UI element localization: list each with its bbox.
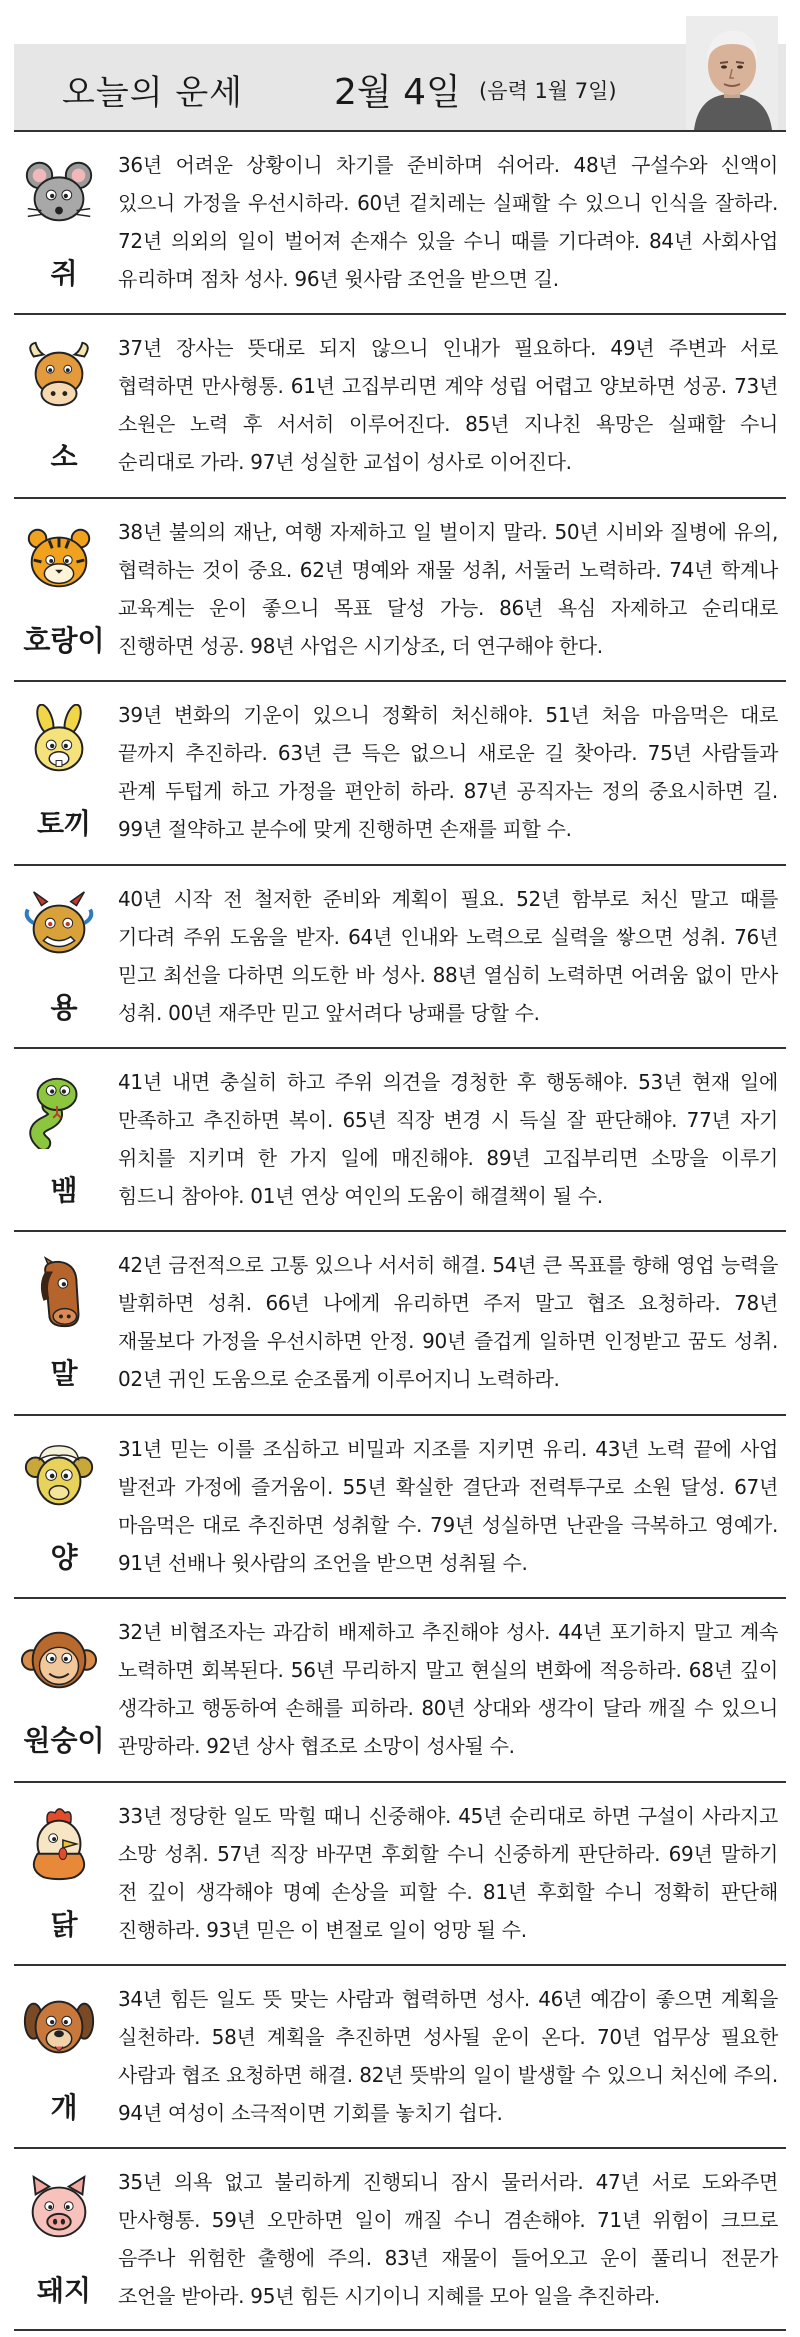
zodiac-animal xyxy=(14,132,106,313)
fortune-text: 38년 불의의 재난, 여행 자제하고 일 벌이지 말라. 50년 시비와 질병에 유의, 협력하는 것이 중요. 62년 명예와 재물 성취, 서둘러 노력하라. 74년 학계나 교육계는 운이 좋으니 목표 달성 가능. 86년 욕심 자제하고 순리대로 진행하면 성공. 98년 사업은 시기상조, 더 연구해야 한다. xyxy=(118,519,778,658)
zodiac-name: 돼지 xyxy=(36,2274,92,2308)
horse-icon xyxy=(20,1254,98,1332)
fortune-text: 41년 내면 충실히 하고 주위 의견을 경청한 후 행동해야. 53년 현재 일에 만족하고 추진하면 복이. 65년 직장 변경 시 득실 잘 판단해야. 77년 자기 위치를 지키며 한 가지 일에 매진해야. 89년 고집부리면 소망을 이루기 힘드니 참아야. 01년 연상 여인의 도움이 해결책이 될 수. xyxy=(118,1069,778,1208)
zodiac-name: 호랑이 xyxy=(23,623,105,657)
fortune-text: 34년 힘든 일도 뜻 맞는 사람과 협력하면 성사. 46년 예감이 좋으면 계획을 실천하라. 58년 계획을 추진하면 성사될 운이 온다. 70년 업무상 필요한 사람과 협조 요청하면 해결. 82년 뜻밖의 일이 발생할 수 있으니 처신에 주의. 94년 여성이 소극적이면 기회를 놓치기 쉽다. xyxy=(118,1986,778,2125)
monkey-icon xyxy=(20,1621,98,1699)
zodiac-name: 닭 xyxy=(50,1907,78,1941)
zodiac-row xyxy=(14,1047,786,1230)
zodiac-row xyxy=(14,1230,786,1413)
fortune-text: 40년 시작 전 철저한 준비와 계획이 필요. 52년 함부로 처신 말고 때를 기다려 주위 도움을 받자. 64년 인내와 노력으로 실력을 쌓으면 성취. 76년 믿고 최선을 다하면 의도한 바 성사. 88년 열심히 노력하면 어려움 없이 만사 성취. 00년 재주만 믿고 앞서려다 낭패를 당할 수. xyxy=(118,886,778,1025)
fortune-text: 42년 금전적으로 고통 있으나 서서히 해결. 54년 큰 목표를 향해 영업 능력을 발휘하면 성취. 66년 나에게 유리하면 주저 말고 협조 요청하라. 78년 재물보다 가정을 우선시하면 안정. 90년 즐겁게 일하면 인정받고 꿈도 성취. 02년 귀인 도움으로 순조롭게 이루어지니 노력하라. xyxy=(118,1253,778,1392)
zodiac-row xyxy=(14,680,786,863)
fortune-text: 37년 장사는 뜻대로 되지 않으니 인내가 필요하다. 49년 주변과 서로 협력하면 만사형통. 61년 고집부리면 계약 성립 어렵고 양보하면 성공. 73년 소원은 노력 후 서서히 이루어진다. 85년 지나친 욕망은 실패할 수니 순리대로 가라. 97년 성실한 교섭이 성사로 이어진다. xyxy=(118,336,778,475)
zodiac-animal xyxy=(14,682,106,863)
rat-icon xyxy=(20,154,98,232)
fortune-text: 39년 변화의 기운이 있으니 정확히 처신해야. 51년 처음 마음먹은 대로 끝까지 추진하라. 63년 큰 득은 없으니 새로운 길 찾아라. 75년 사람들과 관계 두텁게 하고 가정을 편안히 하라. 87년 공직자는 정의 중요시하면 길. 99년 절약하고 분수에 맞게 진행하면 손재를 피할 수. xyxy=(118,703,778,842)
zodiac-animal xyxy=(14,1232,106,1413)
zodiac-name: 소 xyxy=(50,440,78,474)
lunar-date-label: (음력 1월 7일) xyxy=(479,79,617,103)
rabbit-icon xyxy=(20,704,98,782)
zodiac-animal xyxy=(14,1049,106,1230)
fortune-text: 32년 비협조자는 과감히 배제하고 추진해야 성사. 44년 포기하지 말고 계속 노력하면 회복된다. 56년 무리하지 말고 현실의 변화에 적응하라. 68년 깊이 생각하고 행동하여 손해를 피하라. 80년 상대와 생각이 달라 깨질 수 있으니 관망하라. 92년 상사 협조로 소망이 성사될 수. xyxy=(118,1620,778,1759)
fortune-text: 33년 정당한 일도 막힐 때니 신중해야. 45년 순리대로 하면 구설이 사라지고 소망 성취. 57년 직장 바꾸면 후회할 수니 신중하게 판단하라. 69년 말하기 전 깊이 생각해야 명예 손상을 피할 수. 81년 후회할 수니 정확히 판단해 진행하라. 93년 믿은 이 변절로 일이 엉망 될 수. xyxy=(118,1803,778,1942)
fortune-text: 31년 믿는 이를 조심하고 비밀과 지조를 지키면 유리. 43년 노력 끝에 사업 발전과 가정에 즐거움이. 55년 확실한 결단과 전력투구로 소원 달성. 67년 마음먹은 대로 추진하면 성취할 수. 79년 성실하면 난관을 극복하고 영예가. 91년 선배나 윗사람의 조언을 받으면 성취될 수. xyxy=(118,1436,778,1575)
zodiac-name: 뱀 xyxy=(50,1173,78,1207)
author-photo xyxy=(686,16,778,130)
ox-icon xyxy=(20,337,98,415)
fortune-text: 36년 어려운 상황이니 차기를 준비하며 쉬어라. 48년 구설수와 신액이 있으니 가정을 우선시하라. 60년 겉치레는 실패할 수 있으니 인식을 잘하라. 72년 의외의 일이 벌어져 손재수 있을 수니 때를 기다려야. 84년 사회사업 유리하며 점차 성사. 96년 윗사람 조언을 받으면 길. xyxy=(118,153,778,291)
zodiac-animal xyxy=(14,315,106,496)
zodiac-animal xyxy=(14,1783,106,1964)
zodiac-row xyxy=(14,1781,786,1964)
dragon-icon xyxy=(20,888,98,966)
rooster-icon xyxy=(20,1805,98,1883)
snake-icon xyxy=(20,1071,98,1149)
zodiac-animal xyxy=(14,499,106,680)
header xyxy=(14,44,786,130)
zodiac-name: 쥐 xyxy=(50,257,78,290)
zodiac-name: 양 xyxy=(50,1540,78,1574)
zodiac-name: 토끼 xyxy=(36,807,92,841)
zodiac-name: 개 xyxy=(50,2090,78,2124)
zodiac-animal xyxy=(14,1416,106,1597)
tiger-icon xyxy=(20,521,98,599)
fortune-text: 35년 의욕 없고 불리하게 진행되니 잠시 물러서라. 47년 서로 도와주면 만사형통. 59년 오만하면 일이 깨질 수니 겸손해야. 71년 위험이 크므로 음주나 위험한 출행에 주의. 83년 재물이 들어오고 운이 풀리니 전문가 조언을 받아라. 95년 힘든 시기이니 지혜를 모아 일을 추진하라. xyxy=(118,2170,778,2309)
zodiac-fortune-list xyxy=(14,130,786,2331)
zodiac-row xyxy=(14,497,786,680)
zodiac-row xyxy=(14,313,786,496)
zodiac-animal xyxy=(14,866,106,1047)
zodiac-row xyxy=(14,130,786,313)
zodiac-row xyxy=(14,864,786,1047)
date-label: 2월 4일 xyxy=(334,72,461,113)
zodiac-row xyxy=(14,2147,786,2330)
zodiac-row xyxy=(14,1597,786,1780)
zodiac-animal xyxy=(14,1599,106,1780)
zodiac-animal xyxy=(14,1966,106,2147)
sheep-icon xyxy=(20,1438,98,1516)
dog-icon xyxy=(20,1988,98,2066)
zodiac-name: 말 xyxy=(50,1357,78,1391)
zodiac-name: 용 xyxy=(50,990,78,1024)
zodiac-row xyxy=(14,1964,786,2147)
page-title: 오늘의 운세 xyxy=(62,73,244,113)
pig-icon xyxy=(20,2171,98,2249)
zodiac-animal xyxy=(14,2149,106,2328)
zodiac-name: 원숭이 xyxy=(23,1724,105,1758)
zodiac-row xyxy=(14,1414,786,1597)
